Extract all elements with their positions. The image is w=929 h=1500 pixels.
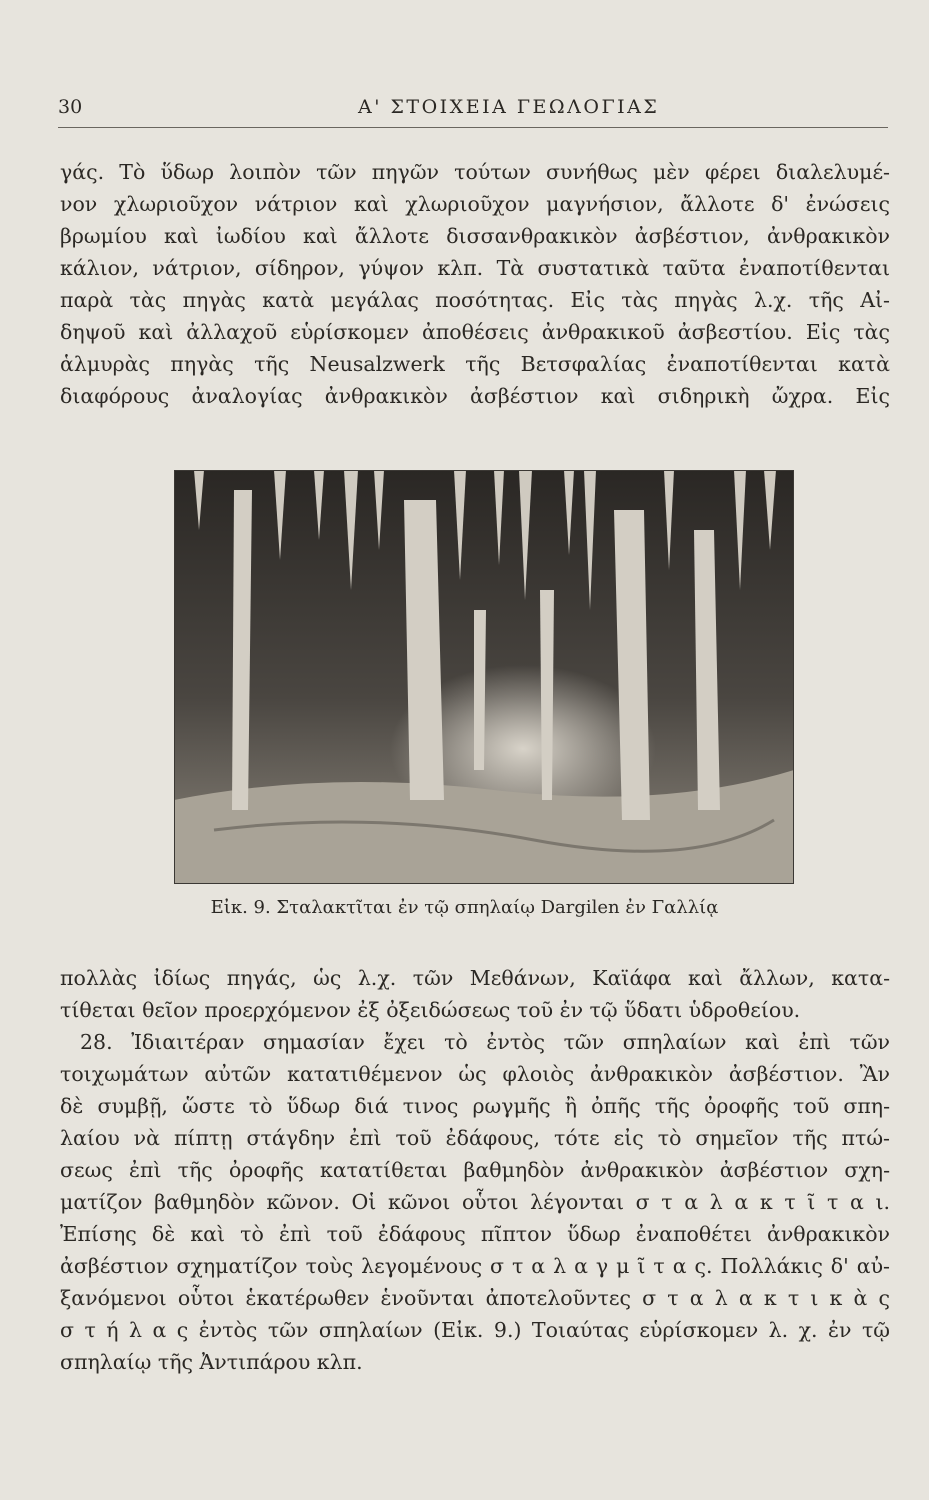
text-line: σ τ ή λ α ς ἐντὸς τῶν σπηλαίων (Εἰκ. 9.) Τοιαύτας εὑρίσκομεν λ. χ. ἐν τῷ (60, 1318, 890, 1342)
text-line: Ἐπίσης δὲ καὶ τὸ ἐπὶ τοῦ ἐδάφους πῖπτον ὕδωρ ἐναποθέτει ἀνθρακικὸν (60, 1222, 890, 1246)
page-header (58, 92, 888, 128)
text-line: σπηλαίῳ τῆς Ἀντιπάρου κλπ. (60, 1350, 363, 1374)
text-line: παρὰ τὰς πηγὰς κατὰ μεγάλας ποσότητας. Εἰς τὰς πηγὰς λ.χ. τῆς Αἰ- (60, 288, 890, 312)
text-line: κάλιον, νάτριον, σίδηρον, γύψον κλπ. Τὰ συστατικὰ ταῦτα ἐναποτίθενται (60, 256, 890, 280)
text-line: δὲ συμβῇ, ὥστε τὸ ὕδωρ διά τινος ρωγμῆς ἢ ὀπῆς τῆς ὀροφῆς τοῦ σπη- (60, 1094, 890, 1118)
stalactite-cave-photograph (174, 470, 794, 884)
paragraph-middle (60, 962, 890, 1026)
text-line: διαφόρους ἀναλογίας ἀνθρακικὸν ἀσβέστιον καὶ σιδηρικὴ ὤχρα. Εἰς (60, 384, 890, 408)
figure-caption: Εἰκ. 9. Σταλακτῖται ἐν τῷ σπηλαίῳ Dargilen ἐν Γαλλίᾳ (210, 897, 719, 918)
text-line: ἀσβέστιον σχηματίζον τοὺς λεγομένους σ τ α λ α γ μ ῖ τ α ς. Πολλάκις δ' αὐ- (60, 1254, 890, 1278)
page-number: 30 (58, 96, 83, 118)
text-line: τίθεται θεῖον προερχόμενον ἐξ ὀξειδώσεως τοῦ ἐν τῷ ὕδατι ὑδροθείου. (60, 998, 801, 1022)
text-line: ξανόμενοι οὗτοι ἑκατέρωθεν ἑνοῦνται ἀποτελοῦντες σ τ α λ α κ τ ι κ ὰ ς (60, 1286, 890, 1310)
paragraph-top (60, 156, 890, 412)
text-line: λαίου νὰ πίπτῃ στάγδην ἐπὶ τοῦ ἐδάφους, τότε εἰς τὸ σημεῖον τῆς πτώ- (60, 1126, 890, 1150)
text-line: πολλὰς ἰδίως πηγάς, ὡς λ.χ. τῶν Μεθάνων, Καϊάφα καὶ ἄλλων, κατα- (60, 966, 890, 990)
running-head: Α' ΣΤΟΙΧΕΙΑ ΓΕΩΛΟΓΙΑΣ (358, 96, 660, 118)
text-line: σεως ἐπὶ τῆς ὀροφῆς κατατίθεται βαθμηδὸν ἀνθρακικὸν ἀσβέστιον σχη- (60, 1158, 890, 1182)
text-line: βρωμίου καὶ ἰωδίου καὶ ἄλλοτε δισσανθρακικὸν ἀσβέστιον, ἀνθρακικὸν (60, 224, 890, 248)
header-rule (58, 127, 888, 128)
text-line: δηψοῦ καὶ ἀλλαχοῦ εὑρίσκομεν ἀποθέσεις ἀνθρακικοῦ ἀσβεστίου. Εἰς τὰς (60, 320, 890, 344)
text-line: ἁλμυρὰς πηγὰς τῆς Neusalzwerk τῆς Βετσφαλίας ἐναποτίθενται κατὰ (60, 352, 890, 376)
text-line: γάς. Τὸ ὕδωρ λοιπὸν τῶν πηγῶν τούτων συνήθως μὲν φέρει διαλελυμέ- (60, 160, 890, 184)
paragraph-bottom (60, 1026, 890, 1378)
text-line: τοιχωμάτων αὐτῶν κατατιθέμενον ὡς φλοιὸς ἀνθρακικὸν ἀσβέστιον. Ἂν (60, 1062, 890, 1086)
text-line: 28. Ἰδιαιτέραν σημασίαν ἔχει τὸ ἐντὸς τῶν σπηλαίων καὶ ἐπὶ τῶν (80, 1030, 890, 1054)
text-line: ματίζον βαθμηδὸν κῶνον. Οἱ κῶνοι οὗτοι λέγονται σ τ α λ α κ τ ῖ τ α ι. (60, 1190, 890, 1214)
text-line: νον χλωριοῦχον νάτριον καὶ χλωριοῦχον μαγνήσιον, ἄλλοτε δ' ἐνώσεις (60, 192, 890, 216)
